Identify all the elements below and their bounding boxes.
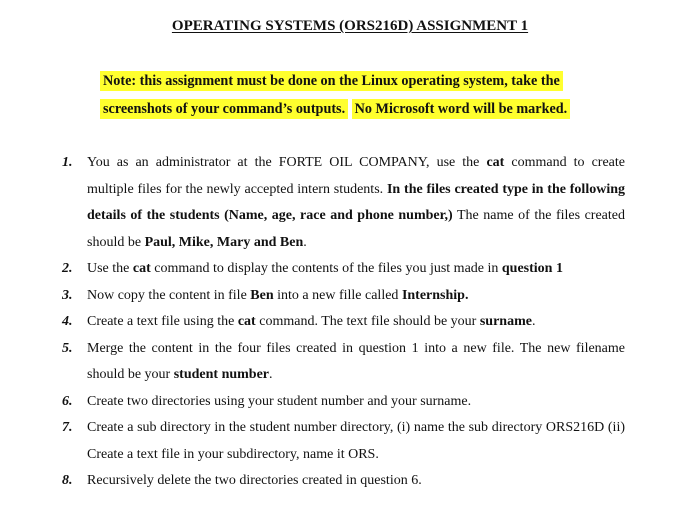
bold-text: student number [173,367,270,382]
question-text: Create a sub directory in the student number directory, (i) name the sub directory ORS216D (ii) Create a text file in your subdirectory, name it ORS. [87,420,625,462]
bold-text: cat [132,261,151,276]
question-item [0,336,625,389]
question-text: Now copy the content in file [87,287,251,303]
question-item [0,468,625,495]
question-item [0,150,625,256]
question-number: 3. [62,287,73,303]
question-item [0,283,625,310]
question-text: Merge the content in the four files created in question 1 into a new file. The new filename should be your [87,340,625,382]
bold-text: cat [486,155,505,170]
bold-text: surname [479,314,532,329]
question-item [0,256,625,283]
question-text: Create a text file using the [87,314,238,329]
question-text: Recursively delete the two directories created in question 6. [87,473,422,488]
note-block [100,67,620,123]
page-title [0,15,700,37]
bold-text: cat [237,314,256,329]
question-number: 4. [62,314,73,329]
question-item [0,389,625,416]
question-number: 6. [62,393,73,409]
question-text: command to create multiple files for the newly accepted intern students. [87,155,625,197]
question-number: 1. [62,155,73,170]
question-text: . [531,314,536,329]
question-text: . [269,367,273,382]
bold-text: Ben [250,287,274,303]
question-item [0,309,625,336]
question-number: 8. [62,473,73,488]
question-text: Create two directories using your student number and your surname. [87,393,472,409]
question-number: 7. [62,420,73,435]
question-text: Use the [87,261,133,276]
question-item [0,415,625,468]
question-text: The name of the files created should be [87,208,626,250]
note-highlight-text: No Microsoft word will be marked. [352,99,571,119]
note-highlight-text: Note: this assignment must be done on the Linux operating system, take the screenshots of your command’s outputs. [100,71,563,119]
question-text: command. The text file should be your [255,314,480,329]
question-number: 5. [62,340,73,356]
question-text: into a new fille called [273,287,402,303]
bold-text: question 1 [501,261,563,276]
question-number: 2. [62,261,73,276]
title-text: OPERATING SYSTEMS (ORS216D) ASSIGNMENT 1 [171,18,529,34]
question-text: You as an administrator at the FORTE OIL COMPANY, use the [87,155,487,170]
question-text: . [303,234,307,250]
bold-text: Paul, Mike, Mary and Ben [144,234,304,250]
bold-text: Internship. [401,287,469,303]
question-list [0,150,700,495]
question-text: command to display the contents of the files you just made in [150,261,502,276]
bold-text: In the files created type in the following details of the students (Name, age, race and phone number,) [87,181,626,223]
